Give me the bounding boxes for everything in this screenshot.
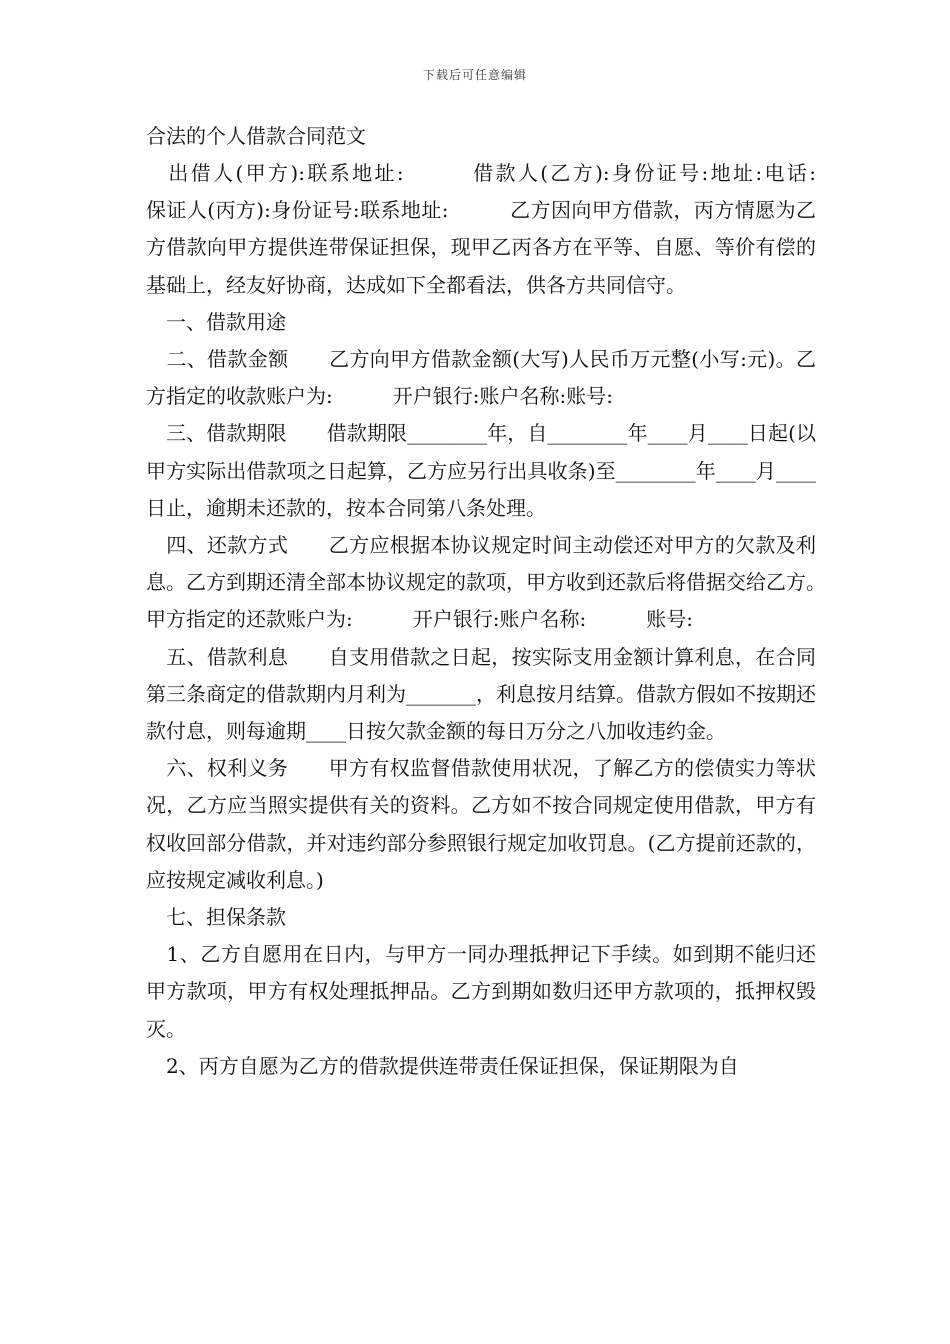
document-body: [146, 118, 876, 1085]
paragraph-guarantee-item-2: 2、丙方自愿为乙方的借款提供连带责任保证担保，保证期限为自: [146, 1053, 739, 1078]
paragraph-loan-purpose: 一、借款用途: [146, 309, 286, 334]
paragraph-repayment: 四、还款方式 乙方应根据本协议规定时间主动偿还对甲方的欠款及利息。乙方到期还清全部本协议规定的款项，甲方收到还款后将借据交给乙方。 甲方指定的还款账户为: 开户银行:账户名称: 账号:: [146, 533, 876, 632]
page-header: 下载后可任意编辑: [422, 68, 527, 82]
paragraph-loan-term: 三、借款期限 借款期限________年，自________年____月____日起(以甲方实际出借款项之日起算，乙方应另行出具收条)至________年____月____日止，逾期未还款的，按本合同第八条处理。: [146, 421, 816, 520]
paragraph-parties: 出借人(甲方):联系地址: 借款人(乙方):身份证号:地址:电话: 保证人(丙方):身份证号:联系地址: 乙方因向甲方借款，丙方情愿为乙方借款向甲方提供连带保证担保，现甲乙丙各方在平等、自愿、等价有偿的基础上，经友好协商，达成如下全都看法，供各方共同信守。: [146, 161, 876, 297]
paragraph-guarantee-heading: 七、担保条款: [146, 905, 286, 930]
paragraph-rights-obligations: 六、权利义务 甲方有权监督借款使用状况，了解乙方的偿债实力等状况，乙方应当照实提供有关的资料。乙方如不按合同规定使用借款，甲方有权收回部分借款，并对违约部分参照银行规定加收罚息。(乙方提前还款的，应按规定减收利息。): [146, 756, 816, 892]
paragraph-interest: 五、借款利息 自支用借款之日起，按实际支用金额计算利息，在合同第三条商定的借款期内月利为_______，利息按月结算。借款方假如不按期还款付息，则每逾期____日按欠款金额的每日万分之八加收违约金。: [146, 644, 816, 744]
document-title: 合法的个人借款合同范文: [146, 124, 366, 148]
paragraph-guarantee-item-1: 1、乙方自愿用在日内，与甲方一同办理抵押记下手续。如到期不能归还甲方款项，甲方有权处理抵押品。乙方到期如数归还甲方款项的，抵押权毁灭。: [146, 942, 816, 1041]
paragraph-loan-amount: 二、借款金额 乙方向甲方借款金额(大写)人民币万元整(小写:元)。乙方指定的收款账户为: 开户银行:账户名称:账号:: [146, 347, 816, 409]
